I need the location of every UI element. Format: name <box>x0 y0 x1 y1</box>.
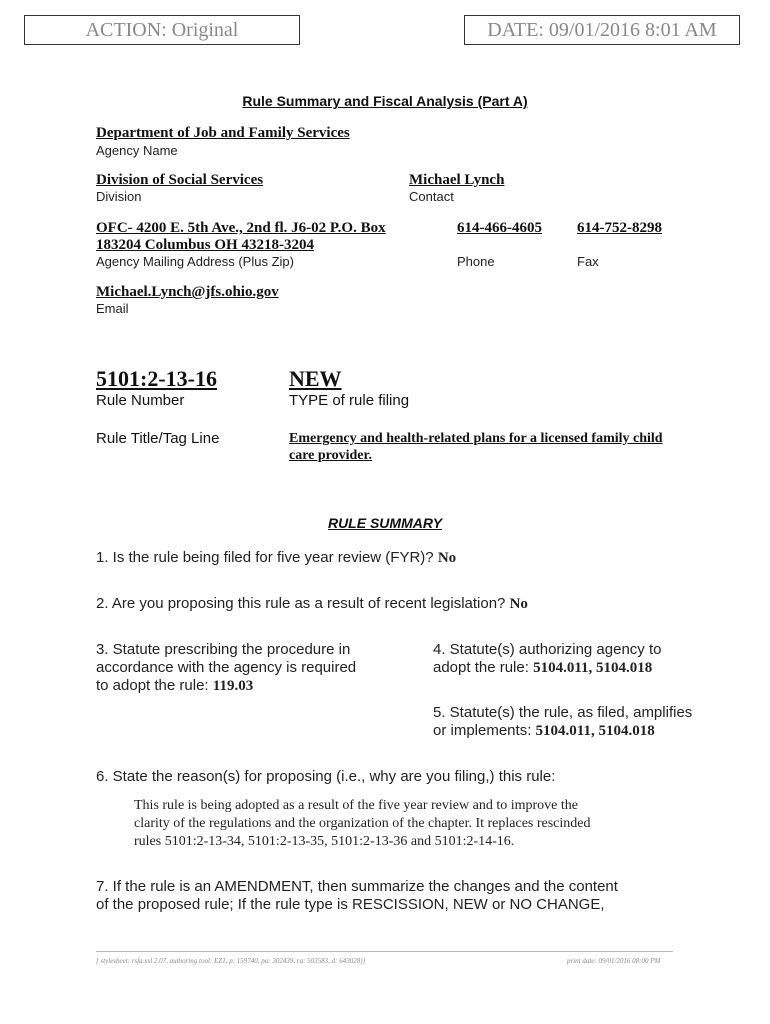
question-4-line-1: 4. Statute(s) authorizing agency to <box>433 641 662 658</box>
question-7-line-2: of the proposed rule; If the rule type is RESCISSION, NEW or NO CHANGE, <box>96 896 605 913</box>
question-1-text: 1. Is the rule being filed for five year review (FYR)? <box>96 549 434 566</box>
rule-title-label: Rule Title/Tag Line <box>96 430 220 447</box>
rule-title-line-1: Emergency and health-related plans for a licensed family child <box>289 431 663 446</box>
action-box <box>24 15 300 45</box>
question-3-line-1: 3. Statute prescribing the procedure in <box>96 641 351 658</box>
fax-label: Fax <box>577 254 599 269</box>
action-text: ACTION: Original <box>85 19 239 41</box>
rule-number: 5101:2-13-16 <box>96 366 217 391</box>
page-title: Rule Summary and Fiscal Analysis (Part A) <box>242 93 528 109</box>
mailing-address <box>96 220 386 254</box>
question-6: 6. State the reason(s) for proposing (i.e., why are you filing,) this rule: <box>96 768 556 785</box>
fax-number: 614-752-8298 <box>577 220 662 236</box>
rule-title-line-2: care provider. <box>289 448 372 463</box>
question-1 <box>96 549 456 567</box>
footer-divider <box>96 951 673 952</box>
rule-title <box>289 430 663 464</box>
phone-number: 614-466-4605 <box>457 220 542 236</box>
question-3 <box>96 641 356 695</box>
question-4 <box>433 641 661 677</box>
question-5-line-1: 5. Statute(s) the rule, as filed, amplifies <box>433 704 693 721</box>
rule-number-label: Rule Number <box>96 392 185 409</box>
answer-6-line-2: clarity of the regulations and the organization of the chapter. It replaces rescinded <box>134 816 591 831</box>
answer-4: 5104.011, 5104.018 <box>533 660 653 676</box>
division-name: Division of Social Services <box>96 172 264 188</box>
email-address: Michael.Lynch@jfs.ohio.gov <box>96 284 279 300</box>
answer-3: 119.03 <box>212 678 254 694</box>
contact-label: Contact <box>409 189 454 204</box>
division-label: Division <box>96 189 142 204</box>
contact-name: Michael Lynch <box>409 172 505 188</box>
address-line-2: 183204 Columbus OH 43218-3204 <box>96 237 314 253</box>
answer-5: 5104.011, 5104.018 <box>535 723 655 739</box>
agency-name-label: Agency Name <box>96 143 178 158</box>
question-5-line-2: or implements: <box>433 722 532 739</box>
date-box <box>464 15 740 45</box>
answer-6-line-3: rules 5101:2-13-34, 5101:2-13-35, 5101:2-13-36 and 5101:2-14-16. <box>134 834 515 849</box>
question-3-line-3: to adopt the rule: <box>96 677 209 694</box>
address-label: Agency Mailing Address (Plus Zip) <box>96 254 294 269</box>
question-4-line-2: adopt the rule: <box>433 659 529 676</box>
answer-2: No <box>509 596 528 612</box>
answer-1: No <box>437 550 457 566</box>
answer-6 <box>134 797 591 851</box>
question-2 <box>96 595 528 613</box>
date-text: DATE: 09/01/2016 8:01 AM <box>487 19 717 41</box>
footer-print-date: print date: 09/01/2016 08:00 PM <box>567 957 661 965</box>
rule-type-label: TYPE of rule filing <box>289 392 410 409</box>
rule-summary-heading: RULE SUMMARY <box>327 515 443 531</box>
question-7-line-1: 7. If the rule is an AMENDMENT, then summarize the changes and the content <box>96 878 618 895</box>
address-line-1: OFC- 4200 E. 5th Ave., 2nd fl. J6-02 P.O. Box <box>96 220 386 236</box>
agency-name: Department of Job and Family Services <box>96 125 350 141</box>
question-2-text: 2. Are you proposing this rule as a result of recent legislation? <box>96 595 506 612</box>
rule-type: NEW <box>289 366 342 391</box>
question-3-line-2: accordance with the agency is required <box>96 659 357 676</box>
answer-6-line-1: This rule is being adopted as a result of the five year review and to improve the <box>134 798 578 813</box>
email-label: Email <box>96 301 129 316</box>
footer-stylesheet-info: [ stylesheet: rsfa.xsl 2.07, authoring tool: EZ1, p: 159740, pa: 302439, ra: 503583, d: 643028)] <box>96 957 366 965</box>
phone-label: Phone <box>457 254 495 269</box>
question-7 <box>96 878 618 914</box>
question-5 <box>433 704 692 740</box>
